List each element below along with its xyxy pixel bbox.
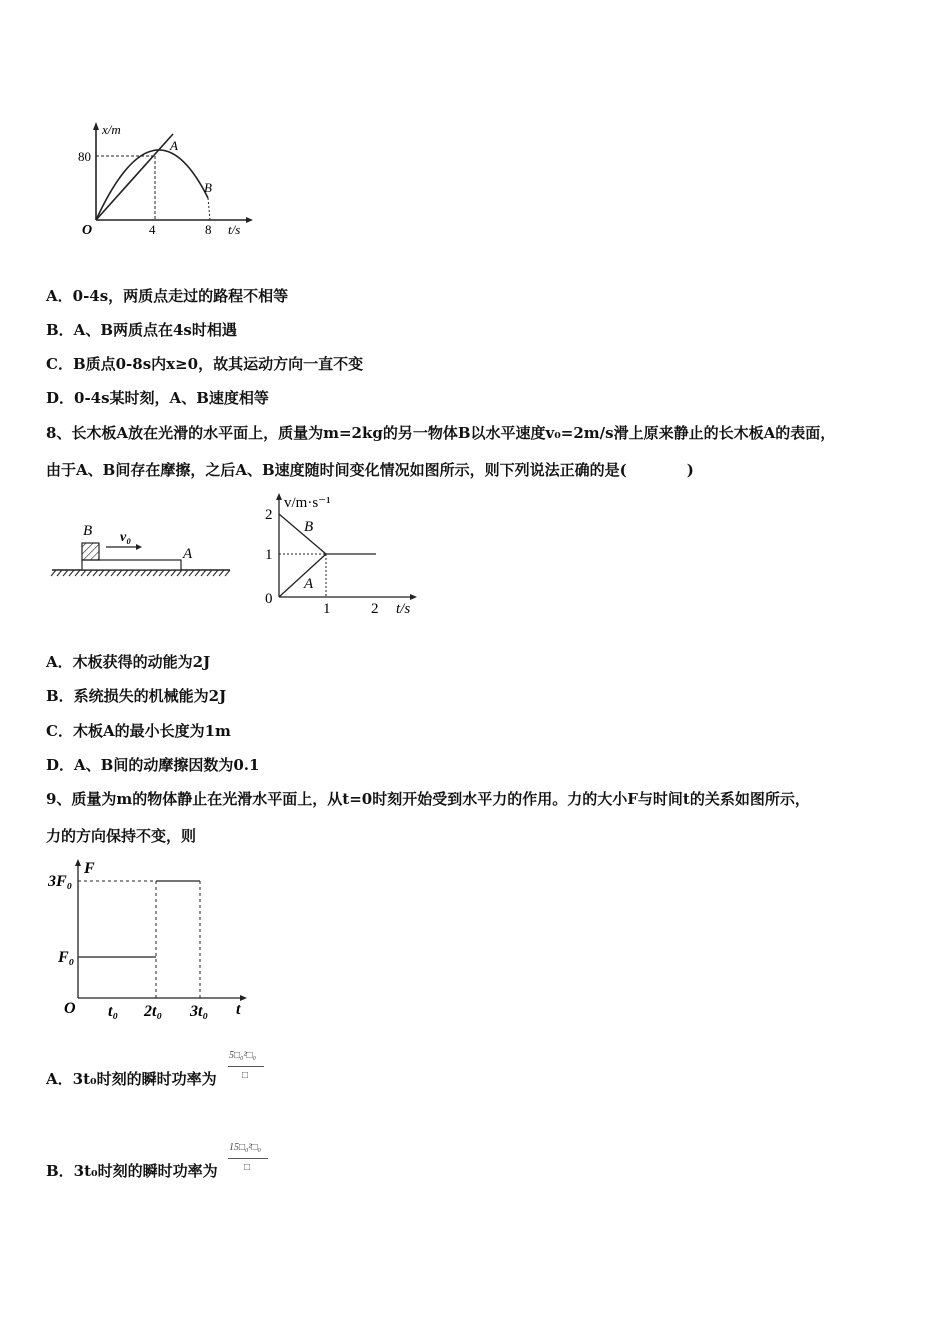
q9-origin-label: O	[64, 1000, 76, 1017]
q8-block-label: B	[83, 523, 93, 539]
q7-option-a: A．0-4s，两质点走过的路程不相等	[46, 287, 289, 305]
q8-line-b	[279, 514, 326, 554]
q9-option-a-frac-num: 5□₀²□₀	[229, 1050, 257, 1061]
q9-y-axis-label: F	[84, 860, 95, 877]
q8-block-b	[82, 543, 99, 560]
q7-option-b: B．A、B两质点在4s时相遇	[46, 321, 237, 339]
q8-line-a-label: A	[304, 576, 314, 592]
q8-option-d: D．A、B间的动摩擦因数为0.1	[46, 756, 260, 774]
q7-y-tick-80: 80	[78, 149, 91, 164]
q9-stem-line2: 力的方向保持不变，则	[46, 827, 197, 845]
q8-line-a	[279, 554, 326, 597]
q7-option-c: C．B质点0-8s内x≥0，故其运动方向一直不变	[46, 355, 364, 373]
q9-option-b: B．3t₀时刻的瞬时功率为	[46, 1162, 218, 1180]
q9-option-b-frac-bar	[228, 1158, 268, 1159]
q9-x-tick-3t0: 3t₀	[190, 1003, 209, 1020]
q7-origin-label: O	[82, 223, 93, 238]
q8-stem-line1: 8、长木板A放在光滑的水平面上，质量为m=2kg的另一物体B以水平速度v₀=2m/s滑上原来静止的长木板A的表面，	[46, 424, 836, 442]
q8-option-b: B．系统损失的机械能为2J	[46, 687, 227, 705]
q8-y-tick-1: 1	[265, 547, 273, 563]
q8-board-label: A	[183, 546, 193, 562]
q7-x-axis-label: t/s	[228, 222, 241, 237]
q8-x-tick-1: 1	[323, 601, 331, 617]
q9-option-a-frac-den: □	[242, 1070, 249, 1081]
q9-option-b-frac-num: 15□₀²□₀	[229, 1142, 262, 1153]
q8-option-c: C．木板A的最小长度为1m	[46, 722, 231, 740]
q9-y-tick-3f0: 3F₀	[48, 873, 73, 890]
q8-velocity-label: v₀	[120, 530, 132, 545]
q7-line-a	[96, 134, 173, 220]
q7-y-axis-label: x/m	[102, 122, 121, 137]
q7-curve-b	[96, 150, 208, 220]
q8-line-b-label: B	[304, 519, 314, 535]
q8-board-a	[82, 560, 181, 570]
q7-curve-b-label: B	[204, 180, 212, 195]
q8-block-board-figure	[50, 515, 235, 580]
q7-option-d: D．0-4s某时刻，A、B速度相等	[46, 389, 269, 407]
q9-y-tick-f0: F₀	[58, 949, 75, 966]
q8-origin-label: 0	[265, 591, 273, 607]
q9-stem-line1: 9、质量为m的物体静止在光滑水平面上，从t=0时刻开始受到水平力的作用。力的大小F与时间t的关系如图所示，	[46, 790, 810, 808]
q7-xt-graph	[78, 118, 258, 243]
q8-y-axis-label: v/m·s⁻¹	[284, 495, 331, 511]
q9-option-b-frac-den: □	[244, 1162, 251, 1173]
q9-ft-graph	[44, 856, 259, 1026]
q9-option-a-frac-bar	[228, 1066, 264, 1067]
q7-x-tick-4: 4	[149, 222, 156, 237]
q8-stem-line2: 由于A、B间存在摩擦，之后A、B速度随时间变化情况如图所示，则下列说法正确的是( )	[46, 461, 694, 479]
q7-curve-a-label: A	[170, 138, 178, 153]
q9-x-axis-label: t	[236, 1001, 241, 1018]
q9-x-tick-t0: t₀	[108, 1003, 119, 1020]
q8-option-a: A．木板获得的动能为2J	[46, 653, 211, 671]
q9-option-a: A．3t₀时刻的瞬时功率为	[46, 1070, 217, 1088]
q8-x-axis-label: t/s	[396, 601, 411, 617]
q9-x-tick-2t0: 2t₀	[144, 1003, 163, 1020]
q8-x-tick-2: 2	[371, 601, 379, 617]
q8-y-tick-2: 2	[265, 507, 273, 523]
q8-vt-graph	[260, 492, 425, 620]
q7-x-tick-8: 8	[205, 222, 212, 237]
